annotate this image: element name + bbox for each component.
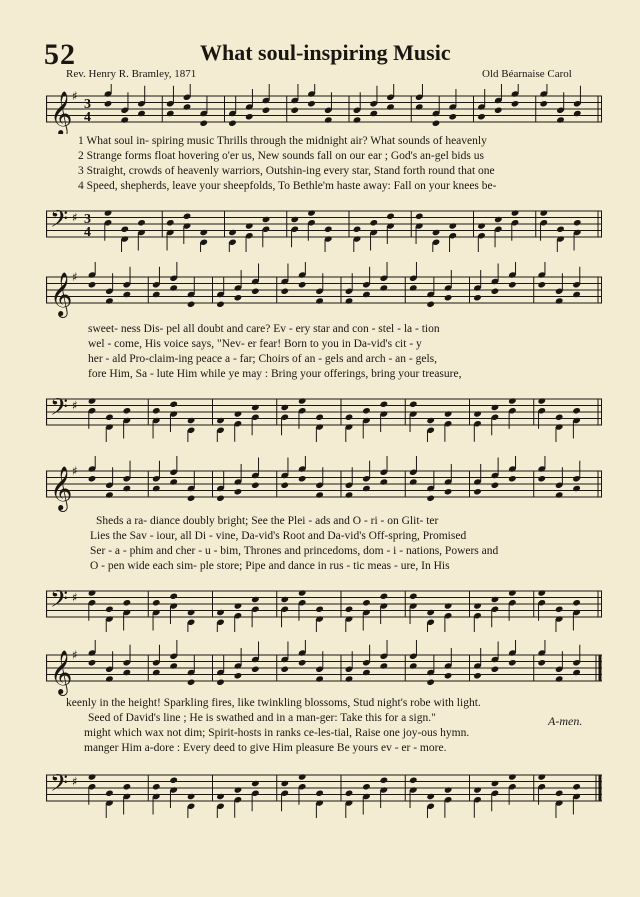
bass-staff-4 bbox=[46, 758, 602, 818]
svg-text:♯: ♯ bbox=[72, 590, 78, 605]
amen-label: A-men. bbox=[548, 714, 583, 728]
svg-text:𝄢: 𝄢 bbox=[50, 585, 69, 618]
lyric-system-4-verse-3: might which wax not dim; Spirit-hosts in ranks ce-les-tial, Raise one joy-ous hymn. bbox=[84, 727, 470, 739]
svg-text:♯: ♯ bbox=[72, 210, 78, 225]
treble-staff-2 bbox=[46, 262, 602, 318]
author-credit: Rev. Henry R. Bramley, 1871 bbox=[66, 68, 197, 80]
svg-text:3: 3 bbox=[84, 212, 91, 227]
lyric-system-4-verse-2: Seed of David's line ; He is swathed and in a man-ger: Take this for a sign." bbox=[88, 712, 436, 724]
svg-text:𝄢: 𝄢 bbox=[50, 205, 69, 238]
lyric-system-3-verse-4: O - pen wide each sim- ple store; Pipe and dance in rus - tic meas - ure, In His bbox=[90, 560, 450, 572]
svg-text:3: 3 bbox=[84, 97, 91, 112]
svg-text:𝄞: 𝄞 bbox=[50, 466, 73, 510]
svg-text:♯: ♯ bbox=[72, 648, 78, 662]
treble-staff-3 bbox=[46, 456, 602, 512]
lyric-system-1-verse-4: 4 Speed, shepherds, leave your sheepfolds, To Bethle'm haste away: Fall on your knees be- bbox=[78, 180, 497, 192]
lyric-system-2-verse-1: sweet- ness Dis- pel all doubt and care? Ev - ery star and con - stel - la - tion bbox=[88, 323, 440, 335]
lyric-system-1-verse-2: 2 Strange forms float hovering o'er us, New sounds fall on our ear ; God's an-gel bids us bbox=[78, 150, 484, 162]
svg-text:4: 4 bbox=[84, 225, 91, 240]
lyric-system-2-verse-4: fore Him, Sa - lute Him while ye may : Bring your offerings, bring your treasure, bbox=[88, 368, 462, 380]
bass-staff-2 bbox=[46, 382, 602, 442]
tune-source: Old Béarnaise Carol bbox=[482, 68, 572, 80]
lyric-system-2-verse-3: her - ald Pro-claim-ing peace a - far; Choirs of an - gels and arch - an - gels, bbox=[88, 353, 438, 365]
bass-staff-1 bbox=[46, 196, 602, 252]
svg-text:4: 4 bbox=[84, 110, 91, 125]
treble-staff-4 bbox=[46, 640, 602, 696]
lyric-system-3-verse-1: Sheds a ra- diance doubly bright; See the Plei - ads and O - ri - on Glit- ter bbox=[96, 515, 439, 527]
svg-text:𝄞: 𝄞 bbox=[50, 272, 73, 316]
treble-staff-1 bbox=[46, 84, 602, 134]
lyric-system-3-verse-2: Lies the Sav - iour, all Di - vine, Da-vid's Root and Da-vid's Off-spring, Promised bbox=[90, 530, 467, 542]
bass-staff-3 bbox=[46, 576, 602, 632]
svg-text:𝄞: 𝄞 bbox=[50, 650, 73, 694]
lyric-system-4-verse-4: manger Him a-dore : Every deed to give Him pleasure Be yours ev - er - more. bbox=[84, 742, 447, 754]
lyric-system-1-verse-1: 1 What soul in- spiring music Thrills through the midnight air? What sounds of heavenly bbox=[78, 135, 487, 147]
hymn-title: What soul-inspiring Music bbox=[200, 40, 451, 65]
lyric-system-4-verse-1: keenly in the height! Sparkling fires, like twinkling blossoms, Stud night's robe with light. bbox=[66, 697, 481, 709]
svg-text:𝄢: 𝄢 bbox=[50, 393, 69, 426]
svg-text:♯: ♯ bbox=[72, 270, 78, 284]
svg-text:♯: ♯ bbox=[72, 774, 78, 789]
hymn-number: 52 bbox=[44, 38, 76, 71]
svg-text:𝄞: 𝄞 bbox=[50, 91, 73, 134]
svg-text:𝄢: 𝄢 bbox=[50, 769, 69, 802]
lyric-system-2-verse-2: wel - come, His voice says, "Nev- er fear! Born to you in Da-vid's cit - y bbox=[88, 338, 422, 350]
svg-text:♯: ♯ bbox=[72, 89, 78, 103]
svg-text:♯: ♯ bbox=[72, 398, 78, 413]
lyric-system-1-verse-3: 3 Straight, crowds of heavenly warriors, Outshin-ing every star, Stand forth round that one bbox=[78, 165, 495, 177]
lyric-system-3-verse-3: Ser - a - phim and cher - u - bim, Thrones and princedoms, dom - i - nations, Powers and bbox=[90, 545, 499, 557]
svg-text:♯: ♯ bbox=[72, 464, 78, 478]
